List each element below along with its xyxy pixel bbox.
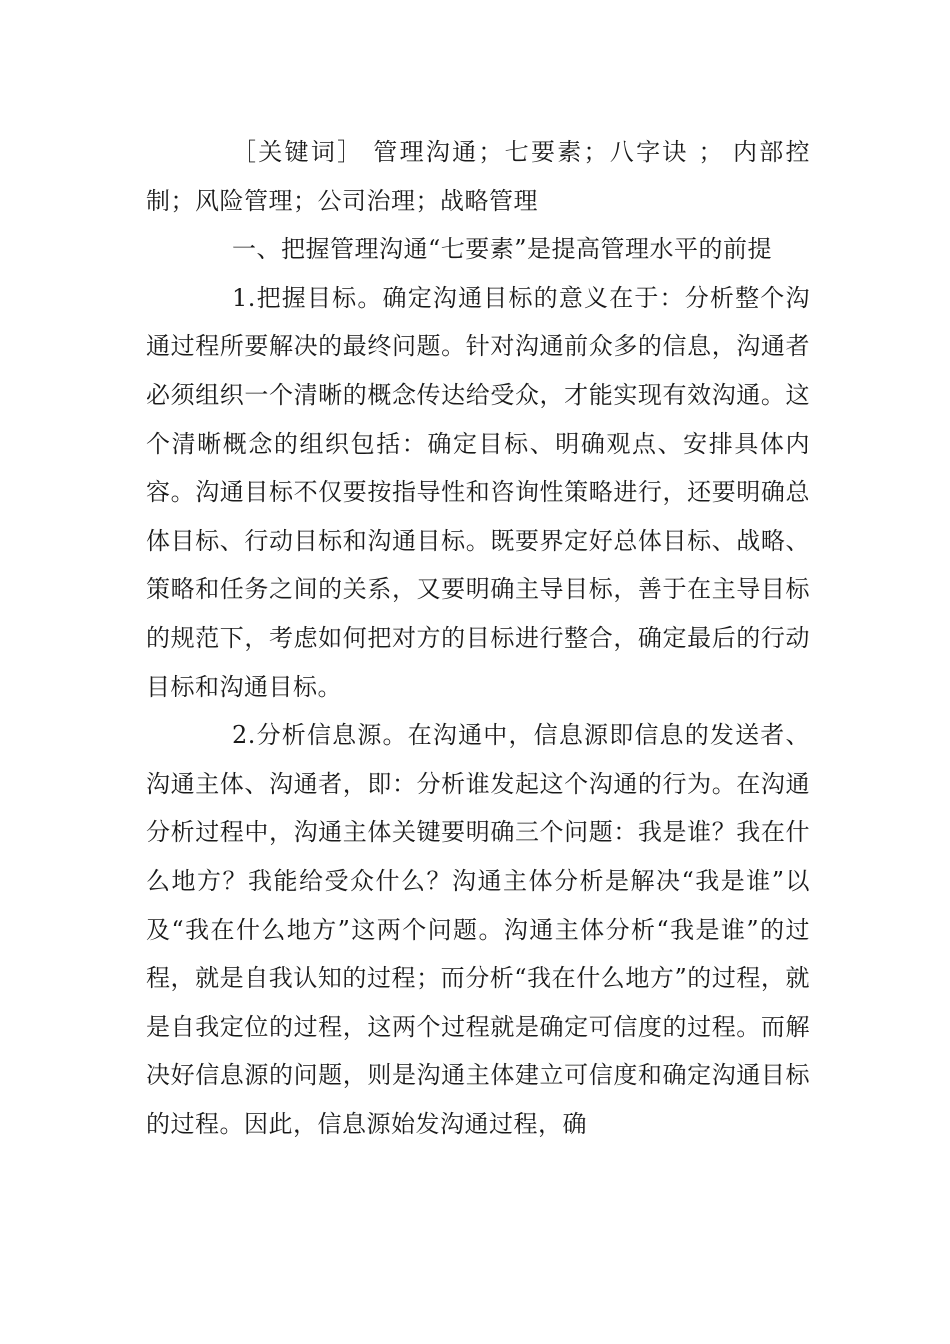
- keywords-paragraph: ［关键词］ 管理沟通；七要素；八字诀 ； 内部控制；风险管理；公司治理；战略管理: [146, 138, 810, 215]
- section-heading: 一、把握管理沟通“七要素”是提高管理水平的前提: [232, 235, 773, 264]
- document-body: [146, 128, 810, 1148]
- body-paragraph-1: 1.把握目标。确定沟通目标的意义在于：分析整个沟通过程所要解决的最终问题。针对沟通前众多的信息，沟通者必须组织一个清晰的概念传达给受众，才能实现有效沟通。这个清晰概念的组织包括：确定目标、明确观点、安排具体内容。沟通目标不仅要按指导性和咨询性策略进行，还要明确总体目标、行动目标和沟通目标。既要界定好总体目标、战略、策略和任务之间的关系，又要明确主导目标，善于在主导目标的规范下，考虑如何把对方的目标进行整合，确定最后的行动目标和沟通目标。: [146, 283, 810, 701]
- body-paragraph-2: 2.分析信息源。在沟通中，信息源即信息的发送者、沟通主体、沟通者，即：分析谁发起这个沟通的行为。在沟通分析过程中，沟通主体关键要明确三个问题：我是谁？我在什么地方？我能给受众什么？沟通主体分析是解决“我是谁”以及“我在什么地方”这两个问题。沟通主体分析“我是谁”的过程，就是自我认知的过程；而分析“我在什么地方”的过程，就是自我定位的过程，这两个过程就是确定可信度的过程。而解决好信息源的问题，则是沟通主体建立可信度和确定沟通目标的过程。因此，信息源始发沟通过程，确: [146, 721, 810, 1138]
